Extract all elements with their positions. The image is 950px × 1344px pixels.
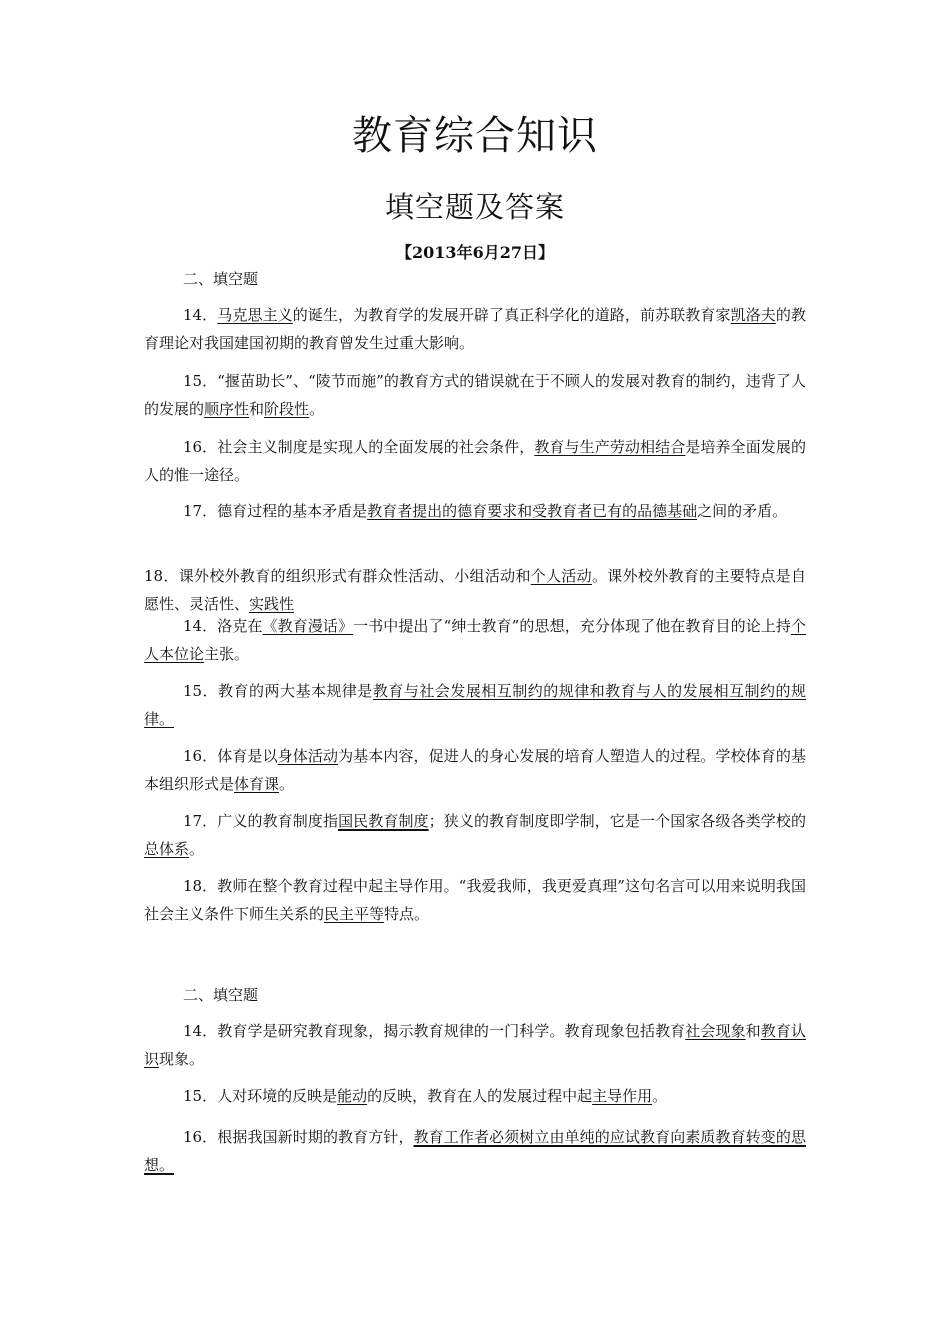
- answer-blank: 身体活动: [277, 747, 339, 765]
- answer-blank: 体育课: [234, 775, 280, 793]
- question-text: 一书中提出了“绅士教育”的思想，充分体现了他在教育目的论上持: [353, 617, 791, 635]
- question-16c: [144, 1123, 806, 1179]
- question-number: 14．: [183, 306, 218, 324]
- answer-blank: 阶段性: [264, 400, 310, 418]
- question-text: 现象。: [159, 1050, 205, 1068]
- document-subtitle: 填空题及答案: [384, 190, 565, 224]
- question-text: 和: [745, 1022, 761, 1040]
- question-text: 特点。: [384, 905, 430, 923]
- answer-blank: 顺序性: [204, 400, 250, 418]
- question-text: 16．体育是以: [183, 747, 278, 765]
- question-text: 为基本内容，促进人的身心发展的培育人塑造人的过程。学校体育的基本组织形式是: [144, 747, 806, 793]
- question-16b: [144, 742, 806, 798]
- question-text: 。: [652, 1087, 668, 1105]
- question-18a: [144, 562, 806, 618]
- answer-blank: 教育者提出的德育要求和受教育者已有的品德基础: [367, 502, 698, 520]
- document-title: 教育综合知识: [352, 113, 598, 159]
- question-17b: [144, 807, 806, 863]
- answer-blank: 国民教育制度: [338, 812, 429, 830]
- question-text: 。: [279, 775, 295, 793]
- question-text: 。: [189, 840, 205, 858]
- question-text: 的反映，教育在人的发展过程中起: [367, 1087, 593, 1105]
- question-text: 15．教育的两大基本规律是: [183, 682, 373, 700]
- question-text: 是培养全面发展的人的惟一途径。: [144, 438, 806, 484]
- question-text: 15．人对环境的反映是: [183, 1087, 338, 1105]
- answer-blank: 社会现象: [685, 1022, 746, 1040]
- question-text: 17．德育过程的基本矛盾是: [183, 502, 368, 520]
- answer-blank: 总体系: [144, 840, 190, 858]
- question-text: 15．“揠苗助长”、“陵节而施”的教育方式的错误就在于不顾人的发展对教育的制约，违背了人的发展的: [144, 372, 806, 418]
- answer-blank: 教育认识: [144, 1022, 806, 1068]
- section-heading-2: 二、填空题: [183, 986, 259, 1004]
- question-text: 的诞生，为教育学的发展开辟了真正科学化的道路，前苏联教育家: [292, 306, 731, 324]
- answer-blank: 凯洛夫: [730, 306, 776, 324]
- question-text: 的教育理论对我国建国初期的教育曾发生过重大影响。: [144, 306, 806, 352]
- question-text: ；狭义的教育制度即学制，它是一个国家各级各类学校的: [428, 812, 806, 830]
- question-text: 14．教育学是研究教育现象，揭示教育规律的一门科学。教育现象包括教育: [183, 1022, 686, 1040]
- question-text: 18．课外校外教育的组织形式有群众性活动、小组活动和: [144, 567, 531, 585]
- question-14b: [144, 612, 806, 668]
- document-date: 【2013年6月27日】: [396, 243, 554, 262]
- question-text: 主张。: [204, 645, 250, 663]
- answer-blank: 个人活动: [530, 567, 592, 585]
- question-18b: [144, 872, 806, 928]
- answer-blank: 能动: [337, 1087, 368, 1105]
- question-15b: [144, 677, 806, 733]
- answer-blank: 民主平等: [324, 905, 385, 923]
- answer-blank: 个人本位论: [144, 617, 807, 663]
- answer-blank: 马克思主义: [217, 306, 293, 324]
- answer-blank: 教育与生产劳动相结合: [534, 438, 686, 456]
- answer-blank: 《教育漫话》: [262, 617, 354, 635]
- question-text: 17．广义的教育制度指: [183, 812, 339, 830]
- question-16a: [144, 433, 806, 489]
- question-text: 之间的矛盾。: [697, 502, 788, 520]
- question-17a: [144, 497, 806, 525]
- answer-blank: 教育与社会发展相互制约的规律和教育与人的发展相互制约的规律。: [144, 682, 806, 728]
- answer-blank: 教育工作者必须树立由单纯的应试教育向素质教育转变的思想。: [144, 1128, 806, 1174]
- question-text: 。: [309, 400, 325, 418]
- question-text: 16．根据我国新时期的教育方针，: [183, 1128, 414, 1146]
- question-text: 16．社会主义制度是实现人的全面发展的社会条件，: [183, 438, 535, 456]
- question-text: 。课外校外教育的主要特点是自愿性、灵活性、: [144, 567, 806, 613]
- question-14a: [144, 301, 806, 357]
- question-text: 14．洛克在: [183, 617, 263, 635]
- question-14c: [144, 1017, 806, 1073]
- question-15a: [144, 367, 806, 423]
- answer-blank: 主导作用: [592, 1087, 653, 1105]
- question-text: 18．教师在整个教育过程中起主导作用。“我爱我师，我更爱真理”这句名言可以用来说明我国社会主义条件下师生关系的: [144, 877, 806, 923]
- question-15c: [144, 1082, 806, 1110]
- answer-blank: 实践性: [249, 595, 295, 613]
- section-heading-1: 二、填空题: [183, 270, 259, 288]
- question-text: 和: [249, 400, 265, 418]
